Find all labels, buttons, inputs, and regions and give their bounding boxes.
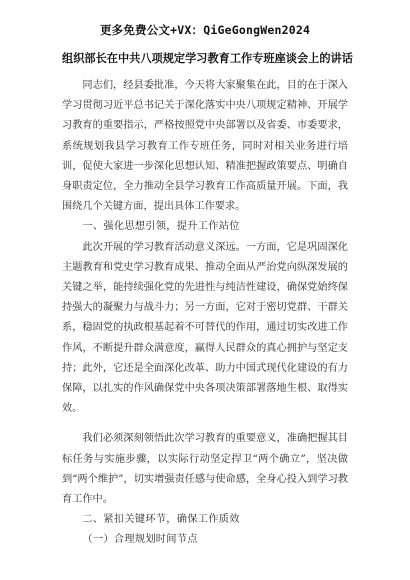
document-title: 组织部长在中共八项规定学习教育工作专班座谈会上的讲话 <box>62 52 353 65</box>
paragraph-requirements: 我们必须深刻领悟此次学习教育的重要意义，准确把握其目标任务与实施步骤，以实际行动坚定捍卫“两个确立”，坚决做到“两个维护”，切实增强责任感与使命感，全身心投入到学习教育工作中。 <box>62 433 348 506</box>
promo-banner: 更多免费公文+VX：QiGeGongWen2024 <box>99 23 311 37</box>
paragraph-intro: 同志们，经县委批准，今天将大家聚集在此，目的在于深入学习贯彻习近平总书记关于深化落实中央八项规定精神、开展学习教育的重要指示，严格按照党中央部署以及省委、市委要求，系统规划我县学习教育工作专班任务，同时对相关业务进行培训，促使大家进一步深化思想认知、精准把握政策要点、明确自身职责定位，全力推动全县学习教育工作高质量开展。下面，我围绕几个关键方面，提出具体工作要求。 <box>62 80 348 213</box>
section-heading-1: 一、强化思想引领，提升工作站位 <box>82 221 240 233</box>
section-heading-2: 二、紧扣关键环节，确保工作质效 <box>82 514 240 526</box>
subsection-heading-1: （一）合理规划时间节点 <box>82 534 198 546</box>
paragraph-significance: 此次开展的学习教育活动意义深远。一方面，它是巩固深化主题教育和党史学习教育成果、推动全面从严治党向纵深发展的关键之举，能持续强化党的先进性与纯洁性建设，确保党始终保持强大的凝聚力与战斗力；另一方面，它对于密切党群、干群关系，稳固党的执政根基起着不可替代的作用，通过切实改进工作作风，不断提升群众满意度，赢得人民群众的真心拥护与坚定支持；此外，它还是全面深化改革、助力中国式现代化建设的有力保障，以扎实的作风确保党中央各项决策部署落地生根、取得实效。 <box>62 241 348 415</box>
